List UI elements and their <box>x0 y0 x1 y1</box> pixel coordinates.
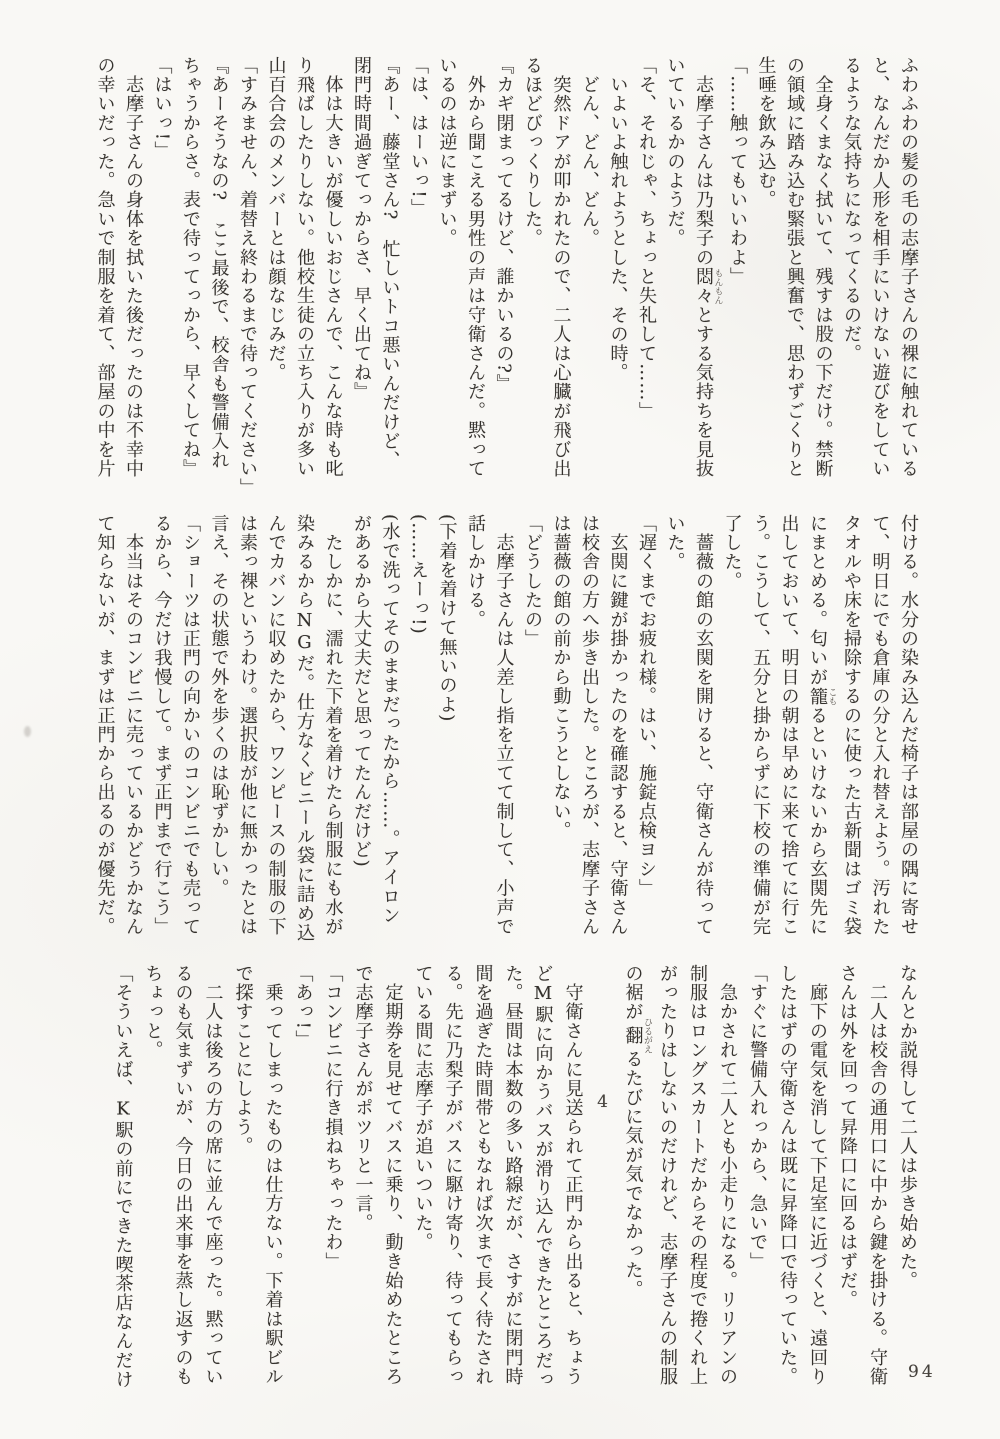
text-column: 「そ、それじゃ、ちょっと失礼して……」 <box>636 56 657 421</box>
text-column: 話しかける。 <box>465 514 486 630</box>
text-column: 守衛さんに見送られて正門から出ると、ちょう <box>562 964 584 1387</box>
text-column: 定期券を見せてバスに乗り、動き始めたところ <box>382 964 404 1387</box>
text-column: 間を過ぎた時間帯ともなれば次まで長く待たされ <box>472 964 494 1387</box>
text-column: て知らないが、まずは正門から出るのが優先だ。 <box>94 514 116 937</box>
text-column: 「はいっ!」 <box>151 56 173 161</box>
text-column: で志摩子さんがポツリと一言。 <box>352 964 374 1233</box>
text-column: 出しておいて、明日の朝は早めに来て捨てに行こ <box>778 514 800 937</box>
text-column: したはずの守衛さんは既に昇降口で待っていた。 <box>777 964 798 1387</box>
text-column: の裾が翻ひるがえるたびに気が気でなかった。 <box>622 964 652 1300</box>
text-column: 『あーそうなの? ここ最後で、校舎も警備入れ <box>208 56 230 471</box>
text-band-top <box>90 56 922 498</box>
text-column: 了した。 <box>721 514 743 591</box>
text-column: いるのは逆にまずい。 <box>436 56 458 248</box>
text-column: た。昼間は本数の多い路線だが、さすがに閉門時 <box>502 964 524 1387</box>
text-column: 「……触ってもいいわよ」 <box>727 56 748 287</box>
text-column: り飛ばしたりしない。他校生徒の立ち入りが多い <box>294 56 315 479</box>
page-number: 94 <box>908 1362 936 1382</box>
text-column: 「そういえば、K駅の前にできた喫茶店なんだけ <box>112 964 134 1390</box>
text-column: 「遅くまでお疲れ様。はい、施錠点検ヨシ」 <box>636 514 657 898</box>
text-column: 『カギ閉まってるけど、誰かいるの?』 <box>493 56 515 394</box>
text-column: るのも気まずいが、今日の出来事を蒸し返すのも <box>172 964 194 1387</box>
text-column: 制服はロングスカートだからその程度で捲くれ上 <box>687 964 708 1387</box>
text-column: (水で洗ってそのままだったから……。アイロン <box>379 514 401 926</box>
text-column: 閉門時間過ぎてっからさ、早く出てね』 <box>351 56 372 402</box>
text-column: 生唾を飲み込む。 <box>755 56 777 210</box>
text-column: いているかのようだ。 <box>664 56 686 248</box>
text-column: 「どうしたの」 <box>522 514 543 649</box>
text-column: ちゃうからさ。表で待ってっから、早くしてね』 <box>180 56 201 479</box>
text-column: 外から聞こえる男性の声は守衛さんだ。黙って <box>465 56 486 479</box>
text-column: 急かされて二人とも小走りになる。リリアンの <box>717 964 738 1387</box>
text-column: は素っ裸というわけ。選択肢が他に無かったとは <box>237 514 258 937</box>
text-column: るような気持ちになってくるのだ。 <box>841 56 862 364</box>
text-column: 『あー、藤堂さん? 忙しいトコ悪いんだけど、 <box>379 56 401 471</box>
text-column: は薔薇の館の前から動こうとしない。 <box>550 514 572 841</box>
text-column: さんは外を回って昇降口に回るはずだ。 <box>837 964 858 1310</box>
text-column: んでカバンに収めたから、ワンピースの制服の下 <box>265 514 287 937</box>
text-band-bottom <box>108 964 923 1394</box>
text-column: いた。 <box>664 514 686 572</box>
text-column: 「ショーツは正門の向かいのコンビニでも売って <box>180 514 201 937</box>
text-column: 「すみません、着替え終わるまで待ってください」 <box>237 56 258 498</box>
text-column: 玄関に鍵が掛かったのを確認すると、守衛さん <box>607 514 629 937</box>
text-column: は校舎の方へ歩き出した。ところが、志摩子さん <box>579 514 600 937</box>
text-column: 志摩子さんの身体を拭いた後だったのは不幸中 <box>123 56 144 479</box>
text-band-middle <box>90 514 922 944</box>
text-column: るから、今だけ我慢して。まず正門まで行こう」 <box>151 514 173 937</box>
text-column: 「は、はーいっ!」 <box>408 56 429 219</box>
text-column: 言え、その状態で外を歩くのは恥ずかしい。 <box>208 514 230 898</box>
text-column: いよいよ触れようとした、その時。 <box>607 56 629 383</box>
text-column: て、明日にでも倉庫の分と入れ替えよう。汚れた <box>869 514 891 937</box>
text-column: 本当はそのコンビニに売っているかどうかなん <box>123 514 144 937</box>
text-column: たしかに、濡れた下着を着けたら制服にも水が <box>322 514 344 937</box>
text-column: なんとか説得して二人は歩き始めた。 <box>897 964 918 1291</box>
text-column: 「あっ!」 <box>292 964 314 1050</box>
text-column: 「すぐに警備入れっから、急いで」 <box>747 964 768 1272</box>
section-number: 4 <box>592 1092 613 1114</box>
text-column: 「コンビニに行き損ねちゃったわ」 <box>322 964 344 1272</box>
text-column: の領域に踏み込む緊張と興奮で、思わずごくりと <box>784 56 805 479</box>
text-column: にまとめる。匂いが籠こもるといけないから玄関先に <box>807 514 837 937</box>
text-column: 乗ってしまったものは仕方ない。下着は駅ビル <box>262 964 284 1387</box>
text-column: るほどびっくりした。 <box>522 56 543 248</box>
text-column: と、なんだか人形を相手にいけない遊びをしてい <box>869 56 891 479</box>
text-column: ている間に志摩子が追いついた。 <box>412 964 434 1252</box>
text-column: 染みるからNGだ。仕方なくビニール袋に詰め込 <box>294 514 315 943</box>
text-column: タオルや床を掃除するのに使った古新聞はゴミ袋 <box>841 514 862 937</box>
text-column: 突然ドアが叩かれたので、二人は心臓が飛び出 <box>550 56 572 479</box>
text-column: る。先に乃梨子がバスに駆け寄り、待ってもらっ <box>442 964 464 1387</box>
scan-speck <box>24 726 31 737</box>
text-column: がったりはしないのだけれど、志摩子さんの制服 <box>657 964 678 1387</box>
text-column: どM駅に向かうバスが滑り込んできたところだっ <box>532 964 554 1390</box>
text-column: う。こうして、五分と掛からずに下校の準備が完 <box>750 514 771 937</box>
text-column: 山百合会のメンバーとは顔なじみだ。 <box>265 56 287 383</box>
text-column: 廊下の電気を消して下足室に近づくと、遠回り <box>807 964 828 1387</box>
text-column: ふわふわの髪の毛の志摩子さんの裸に触れている <box>898 56 919 479</box>
text-column: 二人は校舎の通用口に中から鍵を掛ける。守衛 <box>867 964 888 1387</box>
text-column: 薔薇の館の玄関を開けると、守衛さんが待って <box>693 514 714 937</box>
text-column: どん、どん、どん。 <box>579 56 600 248</box>
text-column: 志摩子さんは人差し指を立てて制して、小声で <box>493 514 515 937</box>
text-column: 体は大きいが優しいおじさんで、こんな時も叱 <box>322 56 344 479</box>
text-column: 付ける。水分の染み込んだ椅子は部屋の隅に寄せ <box>898 514 919 937</box>
text-column: があるから大丈夫だと思ってたんだけど) <box>351 514 372 868</box>
text-column: ちょっと。 <box>142 964 164 1060</box>
text-column: 志摩子さんは乃梨子の悶々もんもんとする気持ちを見抜 <box>693 56 723 479</box>
text-column: (下着を着けて無いのよ) <box>436 514 458 723</box>
text-column: 二人は後ろの方の席に並んで座った。黙ってい <box>202 964 224 1387</box>
text-column: (……えーっ!) <box>408 514 429 635</box>
text-column: で探すことにしよう。 <box>232 964 254 1156</box>
text-column: 全身くまなく拭いて、残すは股の下だけ。禁断 <box>812 56 834 479</box>
text-column: の幸いだった。急いで制服を着て、部屋の中を片 <box>94 56 116 479</box>
